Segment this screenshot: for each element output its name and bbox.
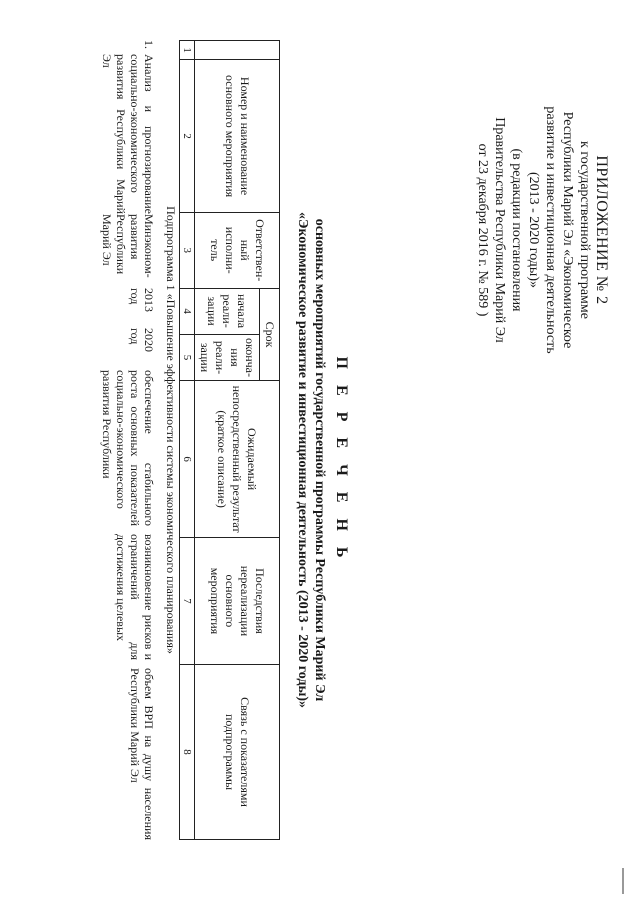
row-number: 1. [142, 40, 156, 49]
document-title [294, 200, 350, 720]
appendix-line: (в редакции постановления [509, 148, 524, 312]
document-page [10, 40, 610, 880]
column-number: 8 [180, 665, 195, 840]
header-link: Связь с показателями подпрограммы [195, 665, 280, 840]
column-number: 7 [180, 537, 195, 664]
row-consequences: возникновение рисков и ограничений для достижения целевых [114, 534, 156, 660]
column-number: 6 [180, 381, 195, 537]
row-start: 2013 год [128, 288, 156, 312]
header-term: Срок [260, 288, 280, 381]
header-cell-blank [195, 41, 280, 60]
table-header-row [260, 41, 280, 840]
column-number: 1 [180, 41, 195, 60]
row-name: Анализ и прогнозирование социально-экономического развития Республики Марий Эл [100, 54, 156, 214]
header-result: Ожидаемый непосредственный результат (краткое описание) [195, 381, 280, 537]
appendix-line: Правительства Республики Марий Эл [492, 117, 507, 343]
measures-table [179, 40, 280, 840]
appendix-line: к государственной программе [577, 141, 592, 319]
header-start: начала реали-зации [195, 288, 260, 334]
scan-mark [622, 868, 624, 894]
row-result: обеспечение стабильного роста основных показателей социально-экономического развития Республики [100, 370, 156, 526]
column-number: 4 [180, 288, 195, 334]
title-main: П Е Р Е Ч Е Н Ь [333, 356, 350, 564]
appendix-line: (2013 - 2020 годы)» [526, 171, 541, 288]
title-line-2: «Экономическое развитие и инвестиционная деятельность (2013 - 2020 годы)» [295, 211, 310, 709]
appendix-line: Республики Марий Эл «Экономическое [560, 111, 575, 349]
appendix-line: от 23 декабря 2016 г. № 589 ) [475, 143, 490, 317]
header-consequences: Последствия нереализации основного мероприятия [195, 537, 280, 664]
header-executor: Ответствен-ный исполни-тель [195, 212, 280, 288]
column-number: 2 [180, 60, 195, 213]
row-end: 2020 год [128, 328, 156, 352]
header-name: Номер и наименование основного мероприятия [195, 60, 280, 213]
appendix-line: развитие и инвестиционная деятельность [543, 106, 558, 354]
appendix-header [474, 80, 610, 380]
appendix-number: ПРИЛОЖЕНИЕ № 2 [593, 155, 610, 305]
row-link: объем ВРП на душу населения Республики Марий Эл [128, 668, 156, 840]
column-number: 3 [180, 212, 195, 288]
subprogram-heading: Подпрограмма 1 «Повышение эффективности системы экономического планирования» [164, 206, 178, 654]
header-end: оконча-ния реали-зации [195, 334, 260, 381]
title-line-1: основных мероприятий государственной программы Республики Марий Эл [312, 218, 327, 702]
row-executor: Минэконом-развития Республики Марий Эл [100, 214, 156, 278]
column-number-row [180, 41, 195, 840]
column-number: 5 [180, 334, 195, 381]
